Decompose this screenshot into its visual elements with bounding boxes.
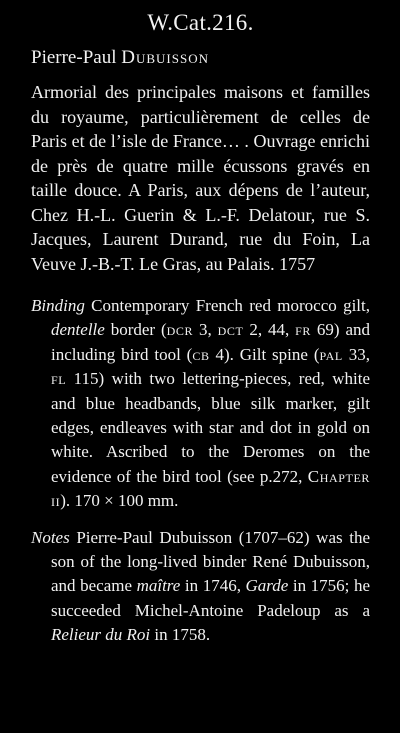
catalog-number: W.Cat.216. [147,10,254,35]
author-first-name: Pierre-Paul [31,47,117,68]
notes-text-1: Pierre-Paul Dubuisson (1707–62) was the son of the long-lived binder René Dubuisson, and became [51,527,370,596]
binding-ref-cb: cb [192,344,210,364]
binding-text-3: 3, [193,320,218,340]
binding-ref-fr: fr [295,320,312,340]
binding-ref-fl: fl [51,369,67,389]
notes-relieur-du-roi: Relieur du Roi [51,625,151,645]
binding-text-6: 4). Gilt spine ( [209,344,320,364]
binding-ref-dct: dct [217,320,244,340]
notes-text-3: in 1756; he succeeded Michel-Antoine Padeloup as a [51,576,370,620]
notes-text-2: in 1746, [180,576,246,596]
binding-label: Binding [31,296,85,315]
binding-chapter-ref: Chapter ii [51,466,370,511]
binding-text-5: 69) and including bird tool ( [51,320,370,364]
book-title: Armorial des principales maisons et familles du royaume, particulièrement de celles de Paris et de l’isle de France… . Ouvrage enrichi de près de quatre mille écussons gravés en taille douce. A Paris, aux dépens de l’auteur, Chez H.-L. Guerin & L.-F. Delatour, rue S. Jacques, Laurent Durand, rue du Foin, La Veuve J.-B.-T. Le Gras, au Palais. 1757 [31,82,370,274]
binding-text-2: border ( [104,320,167,340]
author-name [31,44,370,72]
notes-description [31,526,370,648]
binding-text-9: ). 170 × 100 mm. [60,491,179,511]
binding-text-7: 33, [342,344,370,364]
notes-garde: Garde [245,576,289,596]
notes-text-4: in 1758. [150,625,211,645]
notes-maitre: maître [136,576,181,596]
author-last-name: Dubuisson [121,47,209,68]
binding-ref-dcr: dcr [166,320,194,340]
binding-description [31,294,370,514]
binding-text-1: Contemporary French red morocco gilt, [84,296,370,315]
binding-text-4: 2, 44, [243,320,296,340]
binding-dentelle: dentelle [51,320,105,340]
binding-ref-pal: pal [319,344,343,364]
binding-text-8: 115) with two lettering-pieces, red, white and blue headbands, blue silk marker, gilt edges, endleaves with star and dot in gold on white. Ascribed to the Deromes on the evidence of the bird tool (see p.272, [51,369,370,486]
notes-label: Notes [31,527,70,547]
